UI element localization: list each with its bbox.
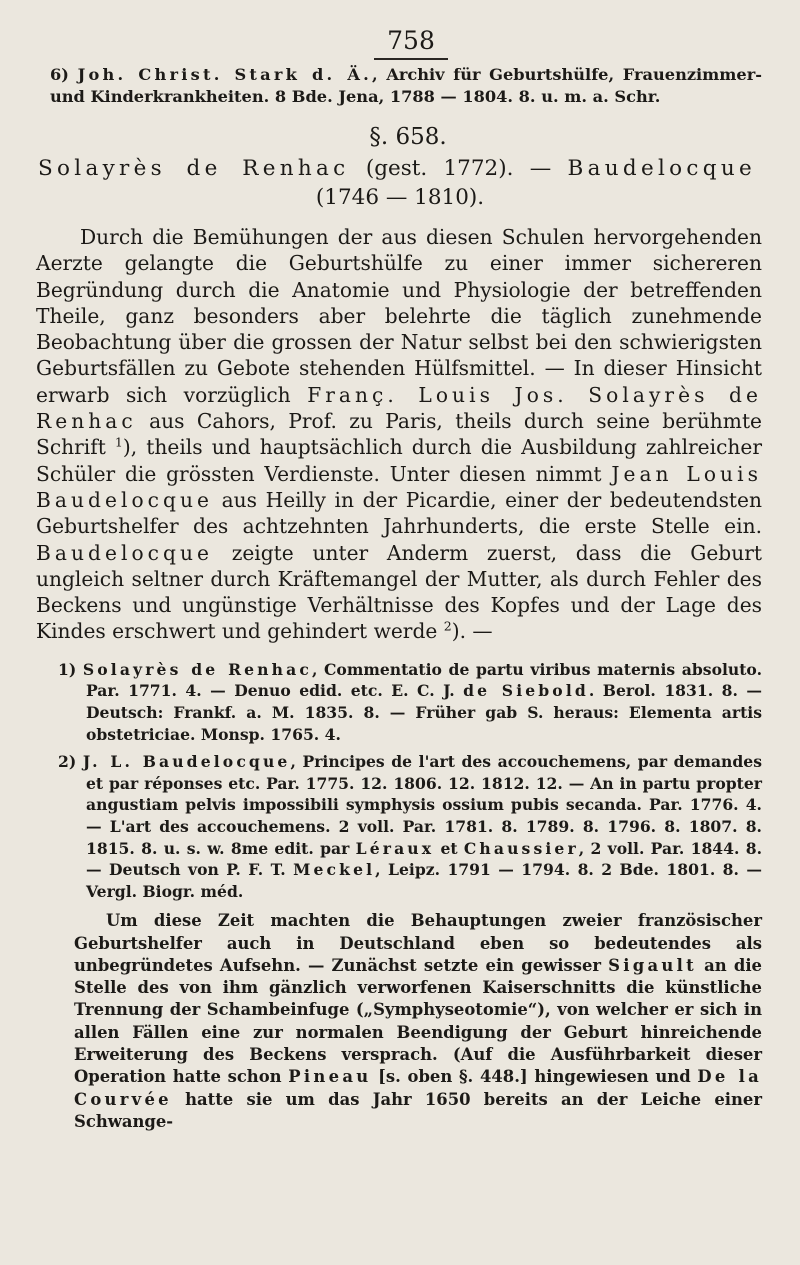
- footnote-2-text-b: et: [434, 838, 464, 858]
- footnote-2: [36, 751, 762, 902]
- previous-footnote: [36, 64, 762, 108]
- footnote-2-translator: Meckel: [293, 860, 376, 880]
- closing-text-b: an die Stelle des von ihm gänzlich verworfenen Kaiserschnitts die künstliche Trennung der Schambeinfuge („Symphyseotomie“), von welcher er sich in allen Fällen eine zur normalen Beendigung der Geburt hinreichende Erweiterung des Beckens versprach. (Auf die Ausführbarkeit dieser Operation hatte schon: [74, 955, 762, 1087]
- heading-dates-baudelocque: (1746 — 1810).: [315, 185, 485, 210]
- section-heading: [38, 154, 762, 212]
- footnote-2-text-c: , 2 voll. Par. 1844. 8. — Deutsch von P. F. T.: [86, 838, 763, 880]
- previous-footnote-author: Joh. Christ. Stark d. Ä.: [77, 65, 373, 84]
- main-text-part-3: ), theils und hauptsächlich durch die Ausbildung zahlreicher Schüler die grössten Verdienste. Unter diesen nimmt: [36, 435, 762, 486]
- section-number: §. 658.: [369, 124, 447, 150]
- footnotes: [36, 659, 762, 903]
- footnote-1: [36, 659, 762, 745]
- footnote-2-editor-2: Chaussier: [463, 838, 579, 858]
- name-baudelocque: Baudelocque: [36, 540, 213, 565]
- main-paragraph: [36, 224, 762, 645]
- closing-paragraph: [36, 910, 762, 1133]
- footnote-1-text-a: , Commentatio de partu viribus maternis absoluto. Par. 1771. 4. — Denuo edid. etc. E. C. J.: [86, 659, 762, 701]
- footnote-2-text-a: , Principes de l'art des accouchemens, par demandes et par réponses etc. Par. 1775. 12. 1806. 12. 1812. 12. — An in partu propter angustiam pelvis impossibili symphysis ossium pubis secanda. Par. 1776. 4. — L'art des accouchemens. 2 voll. Par. 1781. 8. 1789. 8. 1796. 8. 1807. 8. 1815. 8. u. s. w. 8me edit. par: [86, 752, 762, 858]
- footnote-2-number: 2): [58, 752, 77, 772]
- footnote-1-editor: de Siebold: [463, 681, 589, 701]
- page-number: 758: [387, 26, 435, 55]
- main-text-part-1: Durch die Bemühungen der aus diesen Schulen hervorgehenden Aerzte gelangte die Geburtshülfe zu einer immer sichereren Begründung durch die Anatomie und Physiologie der betreffenden Theile, ganz besonders aber belehrte die täglich zunehmende Beobachtung über die grossen der Natur selbst bei den schwierigsten Geburtsfällen zu Gebote stehenden Hülfsmittel. — In dieser Hinsicht erwarb sich vorzüglich: [36, 225, 762, 407]
- footnote-ref-2: 2: [443, 618, 452, 634]
- page-number-rule: [374, 58, 448, 60]
- previous-footnote-number: 6): [50, 65, 69, 84]
- heading-dates-solayres: (gest. 1772). —: [349, 156, 568, 181]
- closing-text-a: Um diese Zeit machten die Behauptungen zweier französischer Geburtshelfer auch in Deutschland eben so bedeutendes als unbegründetes Aufsehn. — Zunächst setzte ein gewisser: [74, 911, 762, 975]
- section-heading-line-1: [38, 154, 762, 183]
- main-text-part-5: zeigte unter Anderm zuerst, dass die Geburt ungleich seltner durch Kräftemangel der Mutter, als durch Fehler des Beckens und ungünstige Verhältnisse des Kopfes und der Lage des Kindes erschwert und gehindert werde: [36, 540, 762, 644]
- footnote-1-text-b: . Berol. 1831. 8. — Deutsch: Frankf. a. M. 1835. 8. — Früher gab S. heraus: Elementa artis obstetriciae. Monsp. 1765. 4.: [86, 681, 762, 744]
- footnote-2-text-d: , Leipz. 1791 — 1794. 8. 2 Bde. 1801. 8. — Vergl. Biogr. méd.: [86, 860, 762, 901]
- main-text-part-4: aus Heilly in der Picardie, einer der bedeutendsten Geburtshelfer des achtzehnten Jahrhunderts, die erste Stelle ein.: [36, 487, 762, 539]
- closing-text-d: hatte sie um das Jahr 1650 bereits an der Leiche einer Schwange-: [74, 1089, 762, 1131]
- name-pineau: Pineau: [288, 1067, 372, 1087]
- closing-text-c: [s. oben §. 448.] hingewiesen und: [371, 1067, 698, 1087]
- name-solayres-full: Franç. Louis Jos. Solayrès de Renhac: [36, 382, 762, 434]
- heading-name-solayres: Solayrès de Renhac: [38, 156, 350, 181]
- footnote-2-author: J. L. Baudelocque: [82, 752, 291, 772]
- main-text-part-2: aus Cahors, Prof. zu Paris, theils durch seine berühmte Schrift: [36, 409, 762, 460]
- footnote-1-author: Solayrès de Renhac: [82, 659, 312, 679]
- heading-name-baudelocque: Baudelocque: [567, 156, 756, 181]
- footnote-ref-1: 1: [114, 434, 123, 450]
- main-text-part-6: ). —: [451, 619, 493, 644]
- name-sigault: Sigault: [608, 955, 697, 975]
- name-baudelocque-full: Jean Louis Baudelocque: [36, 461, 762, 512]
- name-de-la-courvee: De la Courvée: [74, 1067, 762, 1109]
- footnote-2-editor-1: Léraux: [355, 838, 435, 858]
- previous-footnote-text: , Archiv für Geburtshülfe, Frauenzimmer- und Kinderkrankheiten. 8 Bde. Jena, 1788 — 1804. 8. u. m. a. Schr.: [50, 65, 762, 106]
- footnote-1-number: 1): [58, 659, 77, 679]
